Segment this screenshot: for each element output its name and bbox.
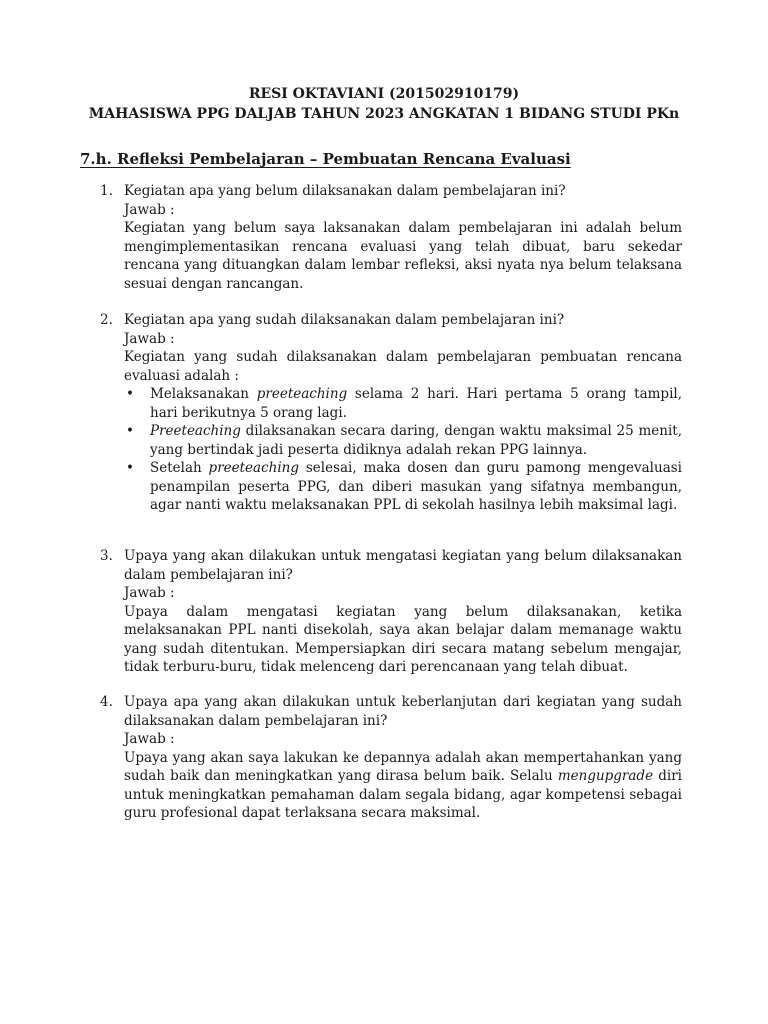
- list-item: [100, 311, 682, 515]
- bullet-item: • Preeteaching dilaksanakan secara daring, dengan waktu maksimal 25 menit, yang bertindak jadi peserta didiknya adalah rekan PPG lainnya.: [126, 423, 682, 458]
- answer-text: Kegiatan yang belum saya laksanakan dalam pembelajaran ini adalah belum mengimplementasikan rencana evaluasi yang telah dibuat, baru sekedar rencana yang dituangkan dalam lembar refleksi, aksi nyata nya belum telaksana sesuai dengan rancangan.: [124, 220, 682, 292]
- author-line: RESI OKTAVIANI (201502910179): [248, 86, 520, 102]
- list-item: [100, 547, 682, 677]
- bullet-item: • Melaksanakan preeteaching selama 2 hari. Hari pertama 5 orang tampil, hari berikutnya 5 orang lagi.: [126, 386, 683, 421]
- bullet-list: [124, 385, 682, 515]
- answer-text: Upaya dalam mengatasi kegiatan yang belum dilaksanakan, ketika melaksanakan PPL nanti disekolah, saya akan belajar dalam memanage waktu yang sudah ditentukan. Mempersiapkan diri secara matang sebelum mengajar, tidak terburu-buru, tidak melenceng dari perencanaan yang telah dibuat.: [124, 603, 682, 675]
- item-number: 1.: [100, 183, 113, 199]
- jawab-label: Jawab :: [124, 731, 175, 747]
- question-text: Upaya apa yang akan dilakukan untuk keberlanjutan dari kegiatan yang sudah dilaksanakan dalam pembelajaran ini?: [124, 694, 682, 729]
- item-number: 4.: [100, 694, 113, 710]
- list-item: [100, 693, 682, 823]
- question-text: Kegiatan apa yang sudah dilaksanakan dalam pembelajaran ini?: [124, 312, 565, 328]
- answer-text: Kegiatan yang sudah dilaksanakan dalam pembelajaran pembuatan rencana evaluasi adalah :: [124, 349, 682, 384]
- answer-text: Upaya yang akan saya lakukan ke depannya adalah akan mempertahankan yang sudah baik dan meningkatkan yang dirasa belum baik. Selalu mengupgrade diri untuk meningkatkan pemahaman dalam segala bidang, agar kompetensi sebagai guru profesional dapat terlaksana secara maksimal.: [124, 749, 682, 821]
- jawab-label: Jawab :: [124, 330, 175, 347]
- jawab-label: Jawab :: [124, 585, 175, 601]
- question-text: Kegiatan apa yang belum dilaksanakan dalam pembelajaran ini?: [124, 183, 566, 199]
- bullet-item: • Setelah preeteaching selesai, maka dosen dan guru pamong mengevaluasi penampilan peserta PPG, dan diberi masukan yang sifatnya membangun, agar nanti waktu melaksanakan PPL di sekolah hasilnya lebih maksimal lagi.: [126, 460, 682, 513]
- item-number: 2.: [100, 312, 113, 328]
- list-item: [100, 182, 682, 293]
- jawab-label: Jawab :: [124, 201, 175, 218]
- section-title: 7.h. Refleksi Pembelajaran – Pembuatan Rencana Evaluasi: [80, 150, 571, 168]
- program-line: MAHASISWA PPG DALJAB TAHUN 2023 ANGKATAN 1 BIDANG STUDI PKn: [88, 106, 680, 122]
- question-text: Upaya yang akan dilakukan untuk mengatasi kegiatan yang belum dilaksanakan dalam pembelajaran ini?: [124, 548, 682, 583]
- bullet-icon: •: [126, 423, 134, 439]
- bullet-icon: •: [126, 386, 134, 402]
- bullet-icon: •: [126, 460, 134, 476]
- document-header: [0, 84, 768, 124]
- item-number: 3.: [100, 548, 113, 564]
